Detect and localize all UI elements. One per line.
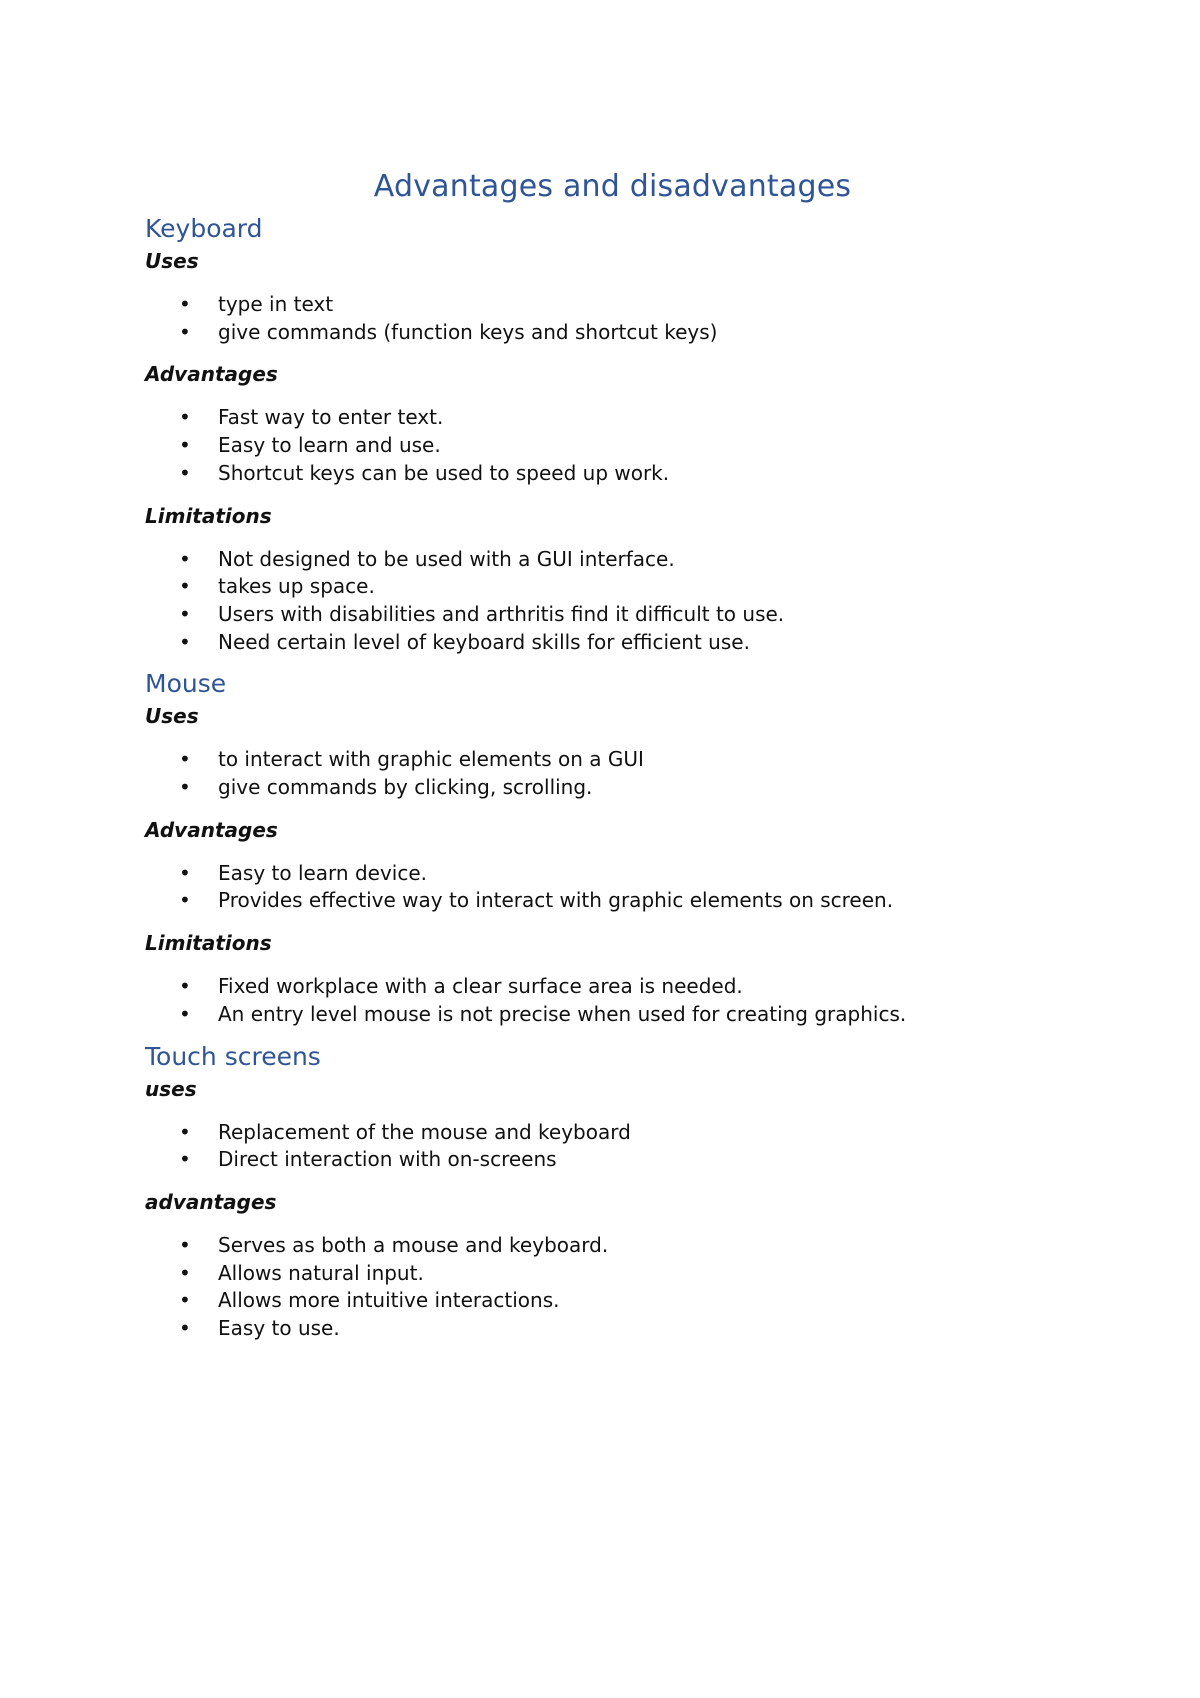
list-item: • Need certain level of keyboard skills for efficient use. bbox=[145, 629, 1080, 657]
list-item: • takes up space. bbox=[145, 573, 1080, 601]
uses-subheading: uses bbox=[145, 1076, 197, 1101]
list-item: • Replacement of the mouse and keyboard bbox=[145, 1119, 1080, 1147]
uses-list bbox=[145, 291, 1080, 346]
advantages-list bbox=[145, 860, 1080, 915]
list-item: • Users with disabilities and arthritis find it difficult to use. bbox=[145, 601, 1080, 629]
list-item: • Easy to use. bbox=[145, 1315, 1080, 1343]
list-item: • give commands (function keys and shortcut keys) bbox=[145, 319, 1080, 347]
section-mouse bbox=[145, 666, 1080, 1028]
uses-list bbox=[145, 1119, 1080, 1174]
list-item: • Provides effective way to interact with graphic elements on screen. bbox=[145, 887, 1080, 915]
list-item: • Fast way to enter text. bbox=[145, 404, 1080, 432]
list-item: • Allows more intuitive interactions. bbox=[145, 1287, 1080, 1315]
limitations-subheading: Limitations bbox=[145, 931, 272, 956]
limitations-subheading: Limitations bbox=[145, 503, 272, 528]
section-keyboard bbox=[145, 211, 1080, 656]
list-item: • Shortcut keys can be used to speed up work. bbox=[145, 460, 1080, 488]
section-heading: Keyboard bbox=[145, 214, 263, 243]
uses-subheading: Uses bbox=[145, 704, 199, 729]
uses-subheading: Uses bbox=[145, 249, 199, 273]
limitations-list bbox=[145, 973, 1080, 1028]
list-item: • Fixed workplace with a clear surface area is needed. bbox=[145, 973, 1080, 1001]
list-item: • Allows natural input. bbox=[145, 1260, 1080, 1288]
list-item: • type in text bbox=[145, 291, 1080, 319]
list-item: • Easy to learn device. bbox=[145, 860, 1080, 888]
limitations-list bbox=[145, 546, 1080, 657]
advantages-subheading: Advantages bbox=[145, 362, 278, 387]
uses-list bbox=[145, 746, 1080, 801]
list-item: • Easy to learn and use. bbox=[145, 432, 1080, 460]
list-item: • give commands by clicking, scrolling. bbox=[145, 774, 1080, 802]
section-heading: Touch screens bbox=[145, 1041, 321, 1071]
advantages-subheading: Advantages bbox=[145, 817, 278, 842]
list-item: • An entry level mouse is not precise when used for creating graphics. bbox=[145, 1001, 1080, 1029]
section-touch-screens bbox=[145, 1039, 1080, 1343]
list-item: • to interact with graphic elements on a GUI bbox=[145, 746, 1080, 774]
advantages-subheading: advantages bbox=[145, 1189, 277, 1214]
advantages-list bbox=[145, 1232, 1080, 1343]
list-item: • Serves as both a mouse and keyboard. bbox=[145, 1232, 1080, 1260]
advantages-list bbox=[145, 404, 1080, 487]
list-item: • Direct interaction with on-screens bbox=[145, 1146, 1080, 1174]
list-item: • Not designed to be used with a GUI interface. bbox=[145, 546, 1080, 574]
section-heading: Mouse bbox=[145, 669, 227, 699]
document-title: Advantages and disadvantages bbox=[373, 169, 852, 204]
